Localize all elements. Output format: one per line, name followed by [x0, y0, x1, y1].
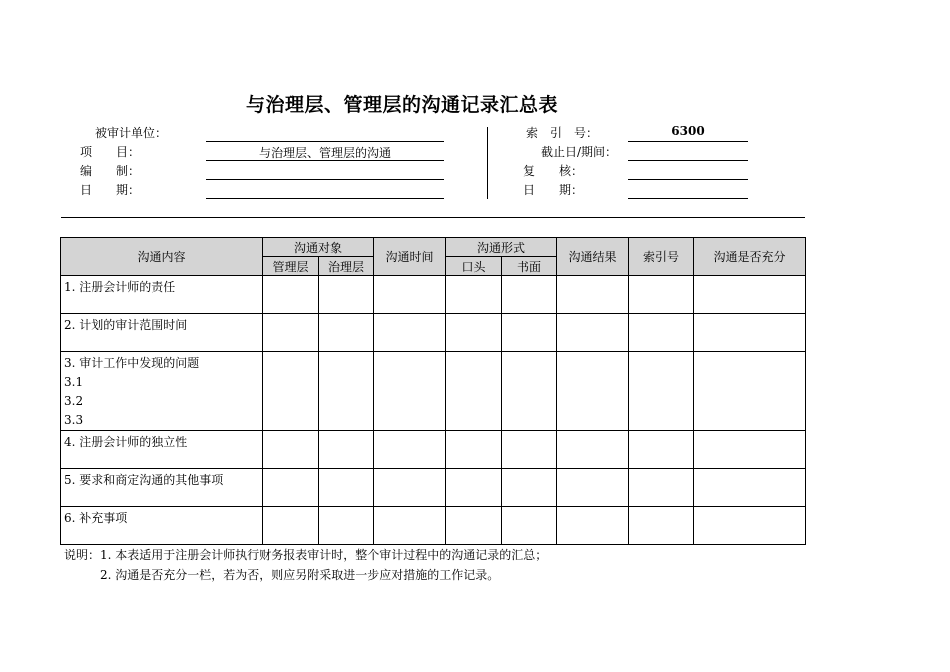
col-time-header: 沟通时间 — [374, 238, 446, 276]
row-content-cell — [61, 314, 263, 352]
project-label: 项 目： — [80, 145, 141, 159]
row-content-cell — [61, 276, 263, 314]
index-number-line — [628, 141, 748, 142]
note-2: 2. 沟通是否充分一栏，若为否，则应另附采取进一步应对措施的工作记录。 — [100, 568, 500, 582]
cell-target-gov[interactable] — [319, 276, 374, 314]
table-row — [61, 276, 806, 314]
row-item-title: 1. 注册会计师的责任 — [64, 280, 176, 294]
table-row — [61, 352, 806, 431]
row-sub-item: 3.1 — [64, 375, 84, 389]
cell-time[interactable] — [374, 314, 446, 352]
cell-index[interactable] — [629, 314, 694, 352]
col-form-header: 沟通形式 — [446, 238, 557, 257]
cell-form-oral[interactable] — [446, 352, 502, 431]
cell-result[interactable] — [557, 469, 629, 507]
preparer-line — [206, 179, 444, 180]
cell-target-mgmt[interactable] — [263, 314, 319, 352]
project-value[interactable]: 与治理层、管理层的沟通 — [258, 146, 391, 160]
cell-time[interactable] — [374, 352, 446, 431]
row-content-cell — [61, 469, 263, 507]
col-target-mgmt-header: 管理层 — [263, 257, 319, 276]
cell-index[interactable] — [629, 431, 694, 469]
col-index-header: 索引号 — [629, 238, 694, 276]
cell-target-mgmt[interactable] — [263, 352, 319, 431]
col-target-gov-header: 治理层 — [319, 257, 374, 276]
communication-table — [60, 237, 806, 545]
cell-target-mgmt[interactable] — [263, 431, 319, 469]
cell-adequate[interactable] — [694, 507, 806, 545]
table-row — [61, 469, 806, 507]
row-item-title: 2. 计划的审计范围时间 — [64, 318, 188, 332]
index-number-value[interactable]: 6300 — [671, 124, 705, 138]
page-title: 与治理层、管理层的沟通记录汇总表 — [246, 94, 559, 116]
cell-form-oral[interactable] — [446, 431, 502, 469]
cell-result[interactable] — [557, 431, 629, 469]
review-date-label: 日 期： — [523, 183, 584, 197]
cell-adequate[interactable] — [694, 431, 806, 469]
header-divider — [487, 127, 488, 199]
cell-form-written[interactable] — [502, 469, 557, 507]
cell-form-oral[interactable] — [446, 276, 502, 314]
prepared-date-line — [206, 198, 444, 199]
cutoff-period-line — [628, 160, 748, 161]
cell-index[interactable] — [629, 507, 694, 545]
reviewer-label: 复 核： — [523, 164, 584, 178]
row-content-cell — [61, 352, 263, 431]
cell-target-gov[interactable] — [319, 431, 374, 469]
index-number-label: 索 引 号： — [526, 126, 599, 140]
cell-time[interactable] — [374, 469, 446, 507]
cell-form-written[interactable] — [502, 314, 557, 352]
cell-time[interactable] — [374, 431, 446, 469]
cutoff-period-label: 截止日/期间： — [541, 145, 618, 159]
row-item-title: 5. 要求和商定沟通的其他事项 — [64, 473, 224, 487]
row-content-cell — [61, 431, 263, 469]
cell-adequate[interactable] — [694, 469, 806, 507]
cell-form-written[interactable] — [502, 507, 557, 545]
cell-target-gov[interactable] — [319, 314, 374, 352]
prepared-date-label: 日 期： — [80, 183, 141, 197]
cell-form-oral[interactable] — [446, 507, 502, 545]
row-sub-item: 3.3 — [64, 413, 84, 427]
cell-target-mgmt[interactable] — [263, 469, 319, 507]
cell-form-written[interactable] — [502, 276, 557, 314]
row-item-title: 4. 注册会计师的独立性 — [64, 435, 188, 449]
note-1: 说明：1. 本表适用于注册会计师执行财务报表审计时，整个审计过程中的沟通记录的汇总； — [64, 548, 548, 562]
cell-form-written[interactable] — [502, 431, 557, 469]
row-item-title: 6. 补充事项 — [64, 511, 128, 525]
col-content-header: 沟通内容 — [61, 238, 263, 276]
col-result-header: 沟通结果 — [557, 238, 629, 276]
cell-result[interactable] — [557, 276, 629, 314]
preparer-label: 编 制： — [80, 164, 141, 178]
cell-form-oral[interactable] — [446, 314, 502, 352]
col-form-oral-header: 口头 — [446, 257, 502, 276]
cell-index[interactable] — [629, 276, 694, 314]
col-target-header: 沟通对象 — [263, 238, 374, 257]
cell-result[interactable] — [557, 314, 629, 352]
cell-result[interactable] — [557, 507, 629, 545]
cell-result[interactable] — [557, 352, 629, 431]
header-rule — [61, 217, 805, 218]
audited-entity-label: 被审计单位： — [95, 126, 168, 140]
review-date-line — [628, 198, 748, 199]
table-row — [61, 507, 806, 545]
cell-index[interactable] — [629, 469, 694, 507]
cell-target-mgmt[interactable] — [263, 276, 319, 314]
cell-index[interactable] — [629, 352, 694, 431]
reviewer-line — [628, 179, 748, 180]
cell-target-gov[interactable] — [319, 352, 374, 431]
cell-target-gov[interactable] — [319, 507, 374, 545]
col-adequate-header: 沟通是否充分 — [694, 238, 806, 276]
cell-time[interactable] — [374, 507, 446, 545]
cell-adequate[interactable] — [694, 276, 806, 314]
col-form-written-header: 书面 — [502, 257, 557, 276]
row-sub-item: 3.2 — [64, 394, 84, 408]
cell-form-written[interactable] — [502, 352, 557, 431]
cell-form-oral[interactable] — [446, 469, 502, 507]
table-row — [61, 431, 806, 469]
audited-entity-line — [206, 141, 444, 142]
cell-target-mgmt[interactable] — [263, 507, 319, 545]
cell-time[interactable] — [374, 276, 446, 314]
row-content-cell — [61, 507, 263, 545]
cell-adequate[interactable] — [694, 352, 806, 431]
table-row — [61, 314, 806, 352]
row-item-title: 3. 审计工作中发现的问题 — [64, 356, 200, 370]
cell-adequate[interactable] — [694, 314, 806, 352]
cell-target-gov[interactable] — [319, 469, 374, 507]
